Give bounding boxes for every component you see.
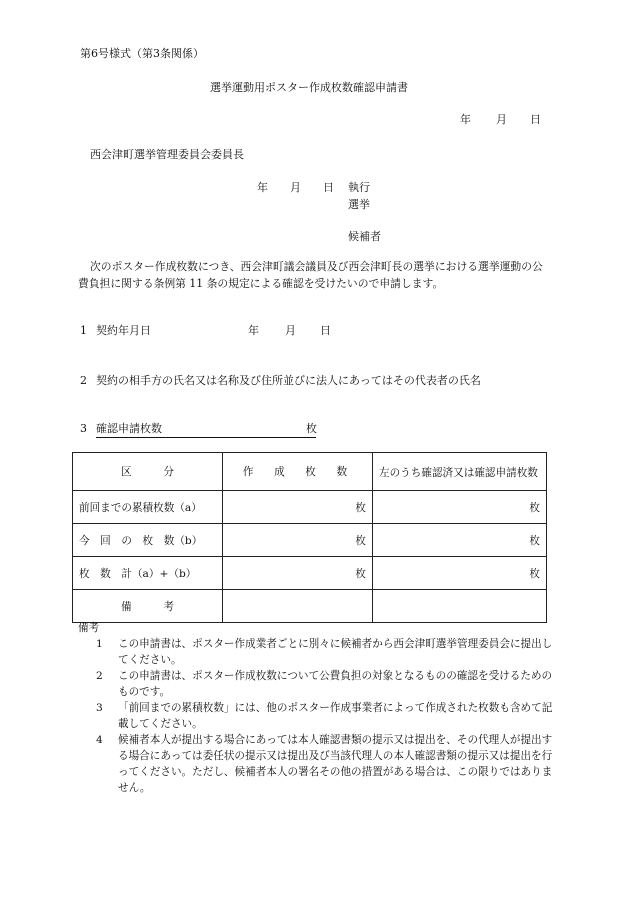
- header-count: 作 成 枚 数: [223, 453, 373, 491]
- note-text: この申請書は、ポスター作成枚数について公費負担の対象となるものの確認を受けるためのものです。: [118, 670, 553, 698]
- election-day: 日: [323, 181, 334, 194]
- confirmed-cell[interactable]: 枚: [373, 491, 547, 524]
- contract-month: 月: [285, 324, 296, 337]
- form-title: 選挙運動用ポスター作成枚数確認申請書: [210, 81, 408, 94]
- table-row: [73, 524, 547, 557]
- date-year: 年: [460, 113, 471, 126]
- note-item: [96, 668, 558, 700]
- note-item: [96, 700, 558, 732]
- table-row: [73, 557, 547, 590]
- contract-year: 年: [248, 324, 259, 337]
- confirmed-cell[interactable]: 枚: [373, 524, 547, 557]
- note-text: 候補者本人が提出する場合にあっては本人確認書類の提示又は提出を、その代理人が提出する場合にあっては委任状の提示又は提出及び当該代理人の本人確認書類の提示又は提出を行ってください。ただし、候補者本人の署名その他の措置がある場合は、この限りではありません。: [118, 734, 553, 794]
- row-label: 枚 数 計（a）+（b）: [73, 557, 223, 590]
- candidate-label: 候補者: [348, 230, 381, 243]
- contract-day: 日: [320, 324, 331, 337]
- date-day: 日: [530, 113, 541, 126]
- remarks-cell[interactable]: [223, 590, 373, 623]
- remarks-cell[interactable]: [373, 590, 547, 623]
- note-number: 1: [96, 638, 103, 650]
- election-year: 年: [257, 181, 268, 194]
- table-row: [73, 590, 547, 623]
- count-table: [72, 452, 547, 623]
- row-label: 前回までの累積枚数（a）: [73, 491, 223, 524]
- requested-count-field[interactable]: [96, 422, 316, 438]
- form-number: 第6号様式（第3条関係）: [80, 47, 204, 60]
- notes-section: [78, 620, 558, 796]
- note-text: この申請書は、ポスター作成業者ごとに別々に候補者から西会津町選挙管理委員会に提出してください。: [118, 638, 553, 666]
- requested-count-unit: 枚: [306, 422, 317, 435]
- row-label: 今 回 の 枚 数（b）: [73, 524, 223, 557]
- body-paragraph: 次のポスター作成枚数につき、西会津町議会議員及び西会津町長の選挙における選挙運動の公費負担に関する条例第 11 条の規定による確認を受けたいので申請します。: [78, 260, 543, 290]
- addressee: 西会津町選挙管理委員会委員長: [90, 148, 244, 161]
- count-cell[interactable]: 枚: [223, 491, 373, 524]
- note-number: 2: [96, 670, 103, 682]
- item3-number: 3: [80, 422, 87, 435]
- header-confirmed: 左のうち確認済又は確認申請枚数: [373, 453, 547, 491]
- header-category: 区 分: [73, 453, 223, 491]
- contractor-label: 契約の相手方の氏名又は名称及び住所並びに法人にあってはその代表者の氏名: [96, 374, 481, 387]
- notes-heading: 備考: [78, 622, 100, 634]
- requested-count-label: 確認申請枚数: [96, 422, 162, 435]
- note-item: [96, 636, 558, 668]
- election-held: 執行: [348, 181, 370, 194]
- election-label: 選挙: [348, 198, 370, 211]
- note-item: [96, 732, 558, 796]
- table-row: [73, 491, 547, 524]
- count-cell[interactable]: 枚: [223, 557, 373, 590]
- note-text: 「前回までの累積枚数」には、他のポスター作成事業者によって作成された枚数も含めて記載してください。: [118, 702, 553, 730]
- table-header-row: [73, 453, 547, 491]
- row-label-remarks: 備 考: [73, 590, 223, 623]
- note-number: 4: [96, 734, 103, 746]
- confirmed-cell[interactable]: 枚: [373, 557, 547, 590]
- contract-date-label: 契約年月日: [96, 324, 151, 337]
- count-cell[interactable]: 枚: [223, 524, 373, 557]
- item1-number: 1: [80, 324, 87, 337]
- election-month: 月: [290, 181, 301, 194]
- item2-number: 2: [80, 374, 87, 387]
- note-number: 3: [96, 702, 103, 714]
- date-month: 月: [496, 113, 507, 126]
